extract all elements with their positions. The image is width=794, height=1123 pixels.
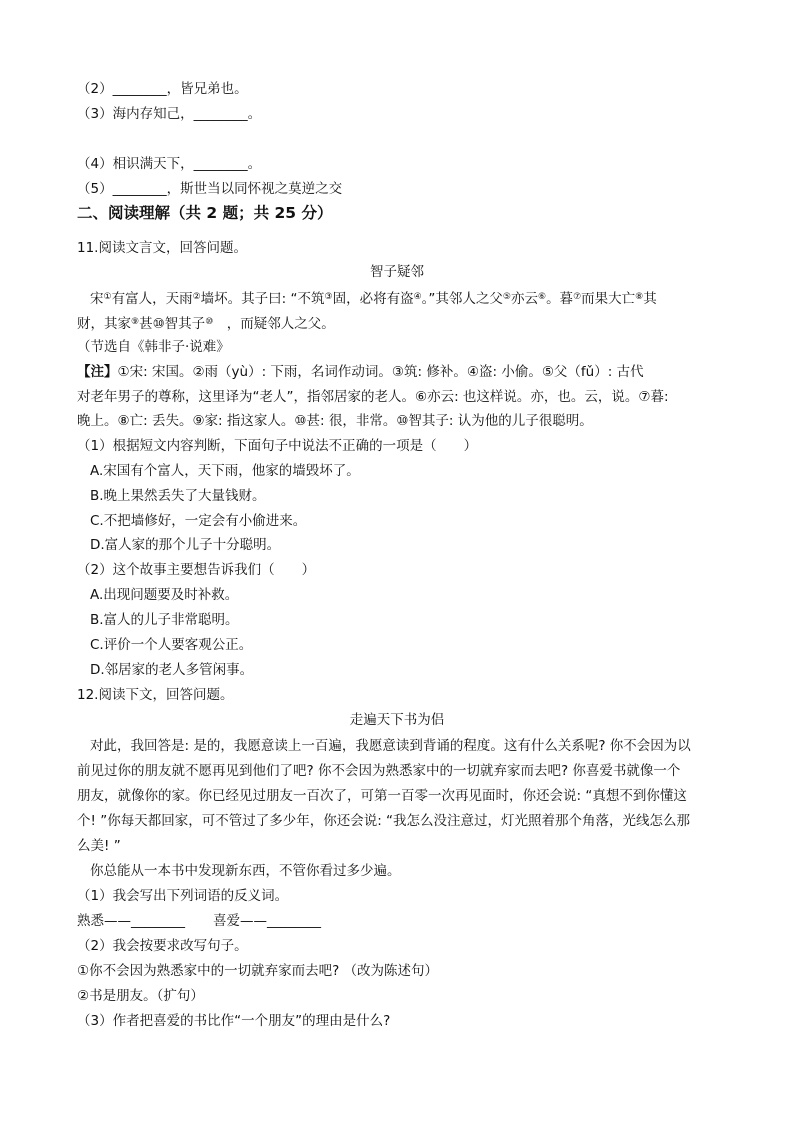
fill-blank-2: （2）________，皆兄弟也。 [77,81,248,97]
antonym-blank-2: 喜爱——________ [213,913,321,929]
passage-text: ，而疑邻人之父。 [213,316,335,332]
q12-passage-last: 你总能从一本书中发现新东西，不管你看过多少遍。 [90,863,401,879]
footnote-marker: ⑧ [635,292,644,302]
q12-passage-line-3: 朋友，就像你的家。你已经见过朋友一百次了，可第一百零一次再见面时，你还会说: “真想不到你懂这 [77,788,687,804]
passage-text: 甚⑩智其子 [139,316,206,332]
footnote-marker: ⑥ [537,292,547,302]
q12-sub2-question: （2）我会按要求改写句子。 [77,938,248,954]
passage-text: 墙坏。其子曰: “不筑 [200,291,325,307]
q12-rewrite-1: ①你不会因为熟悉家中的一切就弃家而去吧? （改为陈述句） [77,963,439,979]
q11-sub1-option-a: A.宋国有个富人，天下雨，他家的墙毁坏了。 [90,463,360,479]
passage-text: 。暮 [546,291,574,307]
passage-text: 其 [643,291,657,307]
q11-sub1-question: （1）根据短文内容判断，下面句子中说法不正确的一项是（ ） [77,438,478,454]
footnote-marker: ③ [324,292,333,302]
q12-passage-line-4: 个! ”你每天都回家，可不管过了多少年，你还会说: “我怎么没注意过，灯光照着那个角落，光线怎么那 [77,813,691,829]
fill-blank-5: （5）________，斯世当以同怀视之莫逆之交 [77,181,343,197]
q11-sub2-question: （2）这个故事主要想告诉我们（ ） [77,562,316,578]
q12-antonym-row [77,911,321,931]
note-label: 【注】 [77,364,118,380]
footnote-marker: ④ [413,292,422,302]
fill-blank-3: （3）海内存知己，________。 [77,106,262,122]
passage-text: 固，必将有盗 [332,291,414,307]
passage-text: 而果大亡 [581,291,636,307]
q12-passage-line-5: 么美! ” [77,838,121,854]
fill-blank-4: （4）相识满天下，________。 [77,156,262,172]
footnote-marker: ② [192,292,201,302]
q11-sub1-option-b: B.晚上果然丢失了大量钱财。 [90,488,266,504]
q11-passage-line-1 [90,287,657,309]
q12-passage-line-1: 对此，我回答是: 是的，我愿意读上一百遍，我愿意读到背诵的程度。这有什么关系呢? 你不会因为以 [90,738,691,754]
footnote-marker: ① [103,292,112,302]
q12-title: 走遍天下书为侣 [349,712,445,728]
q11-sub2-option-d: D.邻居家的老人多管闲事。 [90,662,254,678]
footnote-marker: ⑨ [131,317,140,327]
q11-notes-line-2: 对老年男子的尊称，这里译为“老人”，指邻居家的老人。⑥亦云: 也这样说。亦，也。云，说。⑦暮: [77,389,669,405]
passage-text: 有富人，天雨 [111,291,193,307]
q11-notes-line-1 [77,362,644,382]
q12-sub3-question: （3）作者把喜爱的书比作“一个朋友”的理由是什么? [77,1013,391,1029]
q11-sub2-option-a: A.出现问题要及时补救。 [90,587,239,603]
q11-passage-line-2 [77,312,335,334]
q11-sub1-option-d: D.富人家的那个儿子十分聪明。 [90,537,281,553]
q11-sub1-option-c: C.不把墙修好，一定会有小偷进来。 [90,513,307,529]
q11-notes-line-3: 晚上。⑧亡: 丢失。⑨家: 指这家人。⑩甚: 很，非常。⑩智其子: 认为他的儿子很聪明。 [77,413,593,429]
footnote-marker: ⑦ [573,292,582,302]
passage-text: 亦云 [510,291,538,307]
q11-sub2-option-b: B.富人的儿子非常聪明。 [90,612,239,628]
q11-sub2-option-c: C.评价一个人要客观公正。 [90,637,253,653]
q11-source: （节选自《韩非子·说难》 [77,339,230,355]
passage-text: 。”其邻人之父 [421,291,503,307]
footnote-marker: ⑩ [205,317,214,327]
q12-passage-line-2: 前见过你的朋友就不愿再见到他们了吧? 你不会因为熟悉家中的一切就弃家而去吧? 你喜爱书就像一个 [77,763,681,779]
q12-rewrite-2: ②书是朋友。（扩句） [77,988,204,1004]
q11-prompt: 11.阅读文言文，回答问题。 [77,240,247,256]
passage-text: 宋 [90,291,104,307]
q12-prompt: 12.阅读下文，回答问题。 [77,687,234,703]
q11-title: 智子疑邻 [370,264,424,280]
section-heading-reading: 二、阅读理解（共 2 题；共 25 分） [77,204,333,222]
footnote-marker: ⑤ [502,292,511,302]
passage-text: 财，其家 [77,316,131,332]
note-text: ①宋: 宋国。②雨（yù）: 下雨，名词作动词。③筑: 修补。④盗: 小偷。⑤父（fǔ）: 古代 [117,364,644,380]
antonym-blank-1: 熟悉——________ [77,913,185,929]
q12-sub1-question: （1）我会写出下列词语的反义词。 [77,888,289,904]
